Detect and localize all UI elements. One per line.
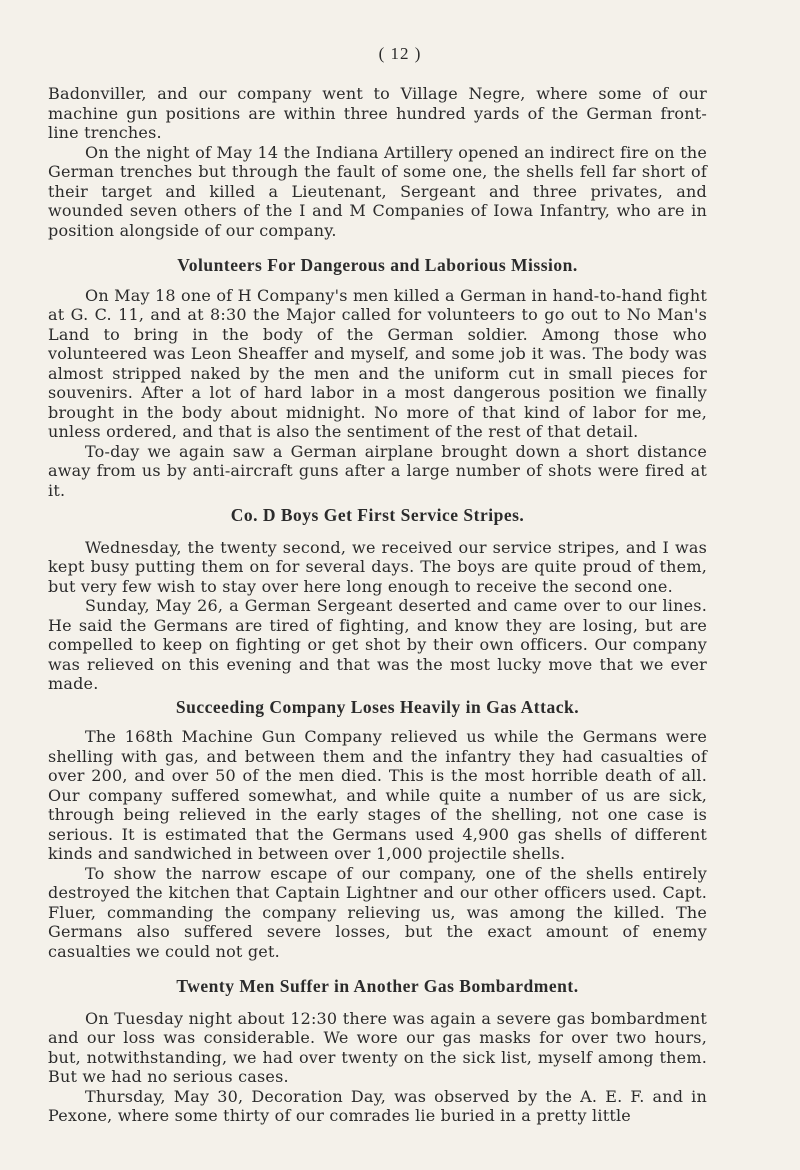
section-heading-volunteers: Volunteers For Dangerous and Laborious Mission.	[177, 255, 578, 275]
page-number: ( 12 )	[378, 44, 422, 63]
paragraph: The 168th Machine Gun Company relieved us while the Germans were shelling with gas, and between them and the infantry they had casualties of over 200, and over 50 of the men died. This is the most horrible death of all. Our company suffered somewhat, and while quite a number of us are sick, through being relieved in the early stages of the shelling, not one case is serious. It is estimated that the Germans used 4,900 gas shells of different kinds and sandwiched in between over 1,000 projectile shells.	[48, 727, 707, 863]
page-body	[48, 84, 707, 1126]
section-heading-gas-attack: Succeeding Company Loses Heavily in Gas Attack.	[175, 696, 580, 717]
paragraph: On May 18 one of H Company's men killed a German in hand-to-hand fight at G. C. 11, and at 8:30 the Major called for volunteers to go out to No Man's Land to bring in the body of the German soldier. Among those who volunteered was Leon Sheaffer and myself, and some job it was. The body was almost stripped naked by the men and the uniform cut in small pieces for souvenirs. After a lot of hard labor in a most dangerous position we finally brought in the body about midnight. No more of that kind of labor for me, unless ordered, and that is also the sentiment of the rest of that detail.	[48, 285, 707, 441]
paragraph: To show the narrow escape of our company, one of the shells entirely destroyed the kitchen that Captain Lightner and our other officers used. Capt. Fluer, commanding the company relieving us, was among the killed. The Germans also suffered severe losses, but the exact amount of enemy casualties we could not get.	[48, 863, 707, 961]
paragraph: To-day we again saw a German airplane brought down a short distance away from us by anti-aircraft guns after a large number of shots were fired at it.	[48, 441, 707, 500]
section-heading-gas-bombardment: Twenty Men Suffer in Another Gas Bombardment.	[176, 976, 579, 996]
section-heading-service-stripes: Co. D Boys Get First Service Stripes.	[230, 505, 525, 525]
paragraph: Thursday, May 30, Decoration Day, was observed by the A. E. F. and in Pexone, where some thirty of our comrades lie buried in a pretty little	[48, 1086, 707, 1125]
paragraph: On Tuesday night about 12:30 there was again a severe gas bombardment and our loss was considerable. We wore our gas masks for over two hours, but, notwithstanding, we had over twenty on the sick list, myself among them. But we had no serious cases.	[48, 1008, 707, 1086]
paragraph: Sunday, May 26, a German Sergeant deserted and came over to our lines. He said the Germans are tired of fighting, and know they are losing, but are compelled to keep on fighting or get shot by their own officers. Our company was relieved on this evening and that was the most lucky move that we ever made.	[48, 596, 707, 693]
paragraph: Badonviller, and our company went to Village Negre, where some of our machine gun positions are within three hundred yards of the German front-line trenches.	[48, 84, 707, 142]
paragraph: On the night of May 14 the Indiana Artillery opened an indirect fire on the German trenches but through the fault of some one, the shells fell far short of their target and killed a Lieutenant, Sergeant and three privates, and wounded seven others of the I and M Companies of Iowa Infantry, who are in position alongside of our company.	[48, 142, 707, 240]
paragraph: Wednesday, the twenty second, we received our service stripes, and I was kept busy putting them on for several days. The boys are quite proud of them, but very few wish to stay over here long enough to receive the second one.	[48, 537, 707, 596]
